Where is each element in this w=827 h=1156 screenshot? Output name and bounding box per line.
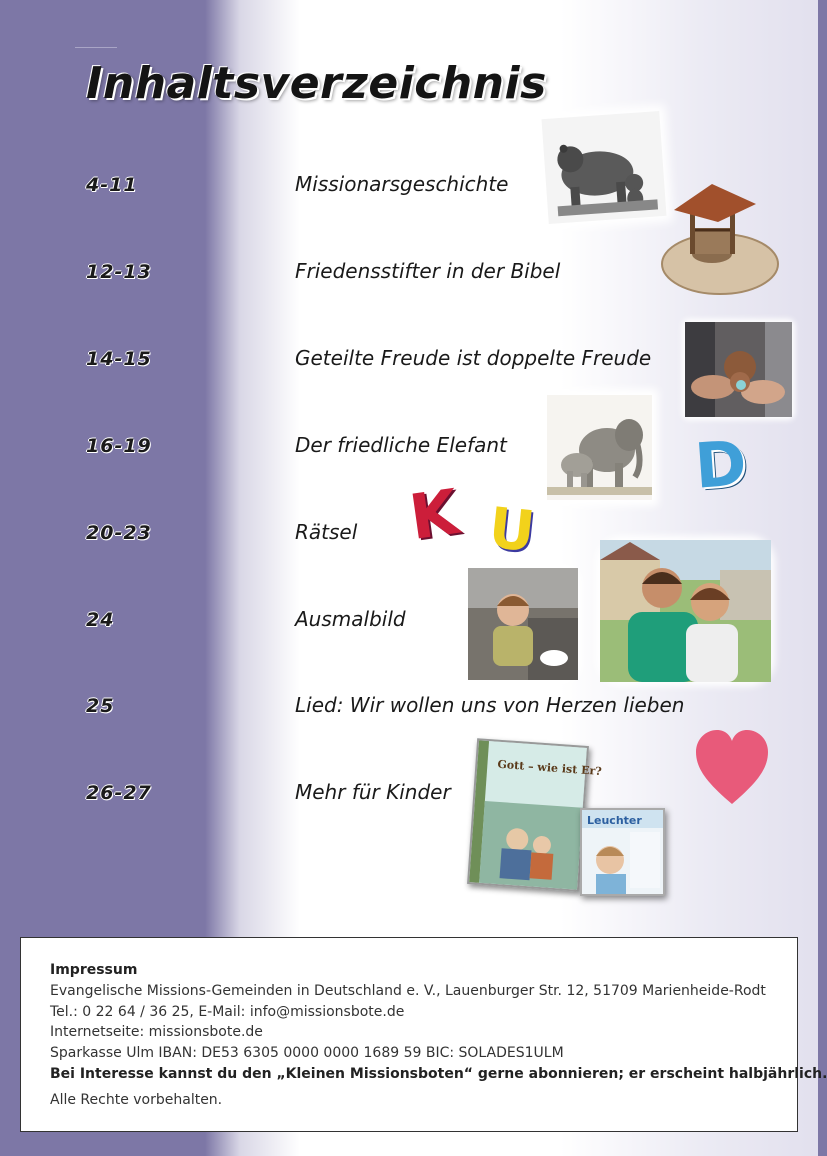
magazine-title-text: Leuchter [587, 814, 642, 827]
top-divider [75, 47, 117, 48]
toc-title: Rätsel [295, 520, 358, 544]
impressum-address: Evangelische Missions-Gemeinden in Deutschland e. V., Lauenburger Str. 12, 51709 Marienheide-Rodt [50, 982, 766, 999]
toc-title: Geteilte Freude ist doppelte Freude [295, 346, 652, 370]
toc-pages: 20-23 [86, 522, 152, 544]
letter-u: U [485, 495, 538, 566]
toc-pages: 14-15 [86, 348, 152, 370]
book-title-text: Gott – wie ist Er? [497, 757, 603, 779]
elephant-illustration [547, 395, 652, 500]
letter-k: K [405, 475, 463, 554]
toc-pages: 4-11 [86, 174, 138, 196]
toc-title: Friedensstifter in der Bibel [295, 259, 561, 283]
well-illustration [660, 180, 780, 298]
impressum-website: Internetseite: missionsbote.de [50, 1024, 263, 1041]
impressum-heading: Impressum [50, 962, 138, 978]
impressum-box [20, 937, 827, 1132]
impressum-contact: Tel.: 0 22 64 / 36 25, E-Mail: info@missionsbote.de [50, 1003, 405, 1020]
toc-title: Der friedliche Elefant [295, 433, 507, 457]
children-photo [600, 540, 771, 682]
child-photo [468, 568, 578, 680]
toc-pages: 25 [86, 695, 115, 717]
page-title: Inhaltsverzeichnis [86, 58, 547, 109]
toc-pages: 16-19 [86, 435, 152, 457]
impressum-rights: Alle Rechte vorbehalten. [50, 1091, 223, 1108]
magazine-cover [580, 808, 665, 896]
letter-d: D [692, 426, 749, 503]
bear-illustration [541, 111, 666, 224]
toc-title: Missionarsgeschichte [295, 172, 509, 196]
toc-pages: 26-27 [86, 782, 152, 804]
toc-pages: 12-13 [86, 261, 152, 283]
book-cover [467, 738, 603, 891]
hands-photo [685, 322, 792, 417]
toc-title: Lied: Wir wollen uns von Herzen lieben [295, 693, 685, 717]
impressum-bank: Sparkasse Ulm IBAN: DE53 6305 0000 0000 1689 59 BIC: SOLADES1ULM [50, 1045, 564, 1062]
toc-title: Ausmalbild [295, 607, 406, 631]
toc-row [0, 687, 818, 727]
impressum-subscription: Bei Interesse kannst du den „Kleinen Missionsboten“ gerne abonnieren; er erscheint halbjährlich. [50, 1065, 827, 1082]
toc-title: Mehr für Kinder [295, 780, 451, 804]
heart-icon [696, 730, 768, 806]
toc-pages: 24 [86, 609, 115, 631]
